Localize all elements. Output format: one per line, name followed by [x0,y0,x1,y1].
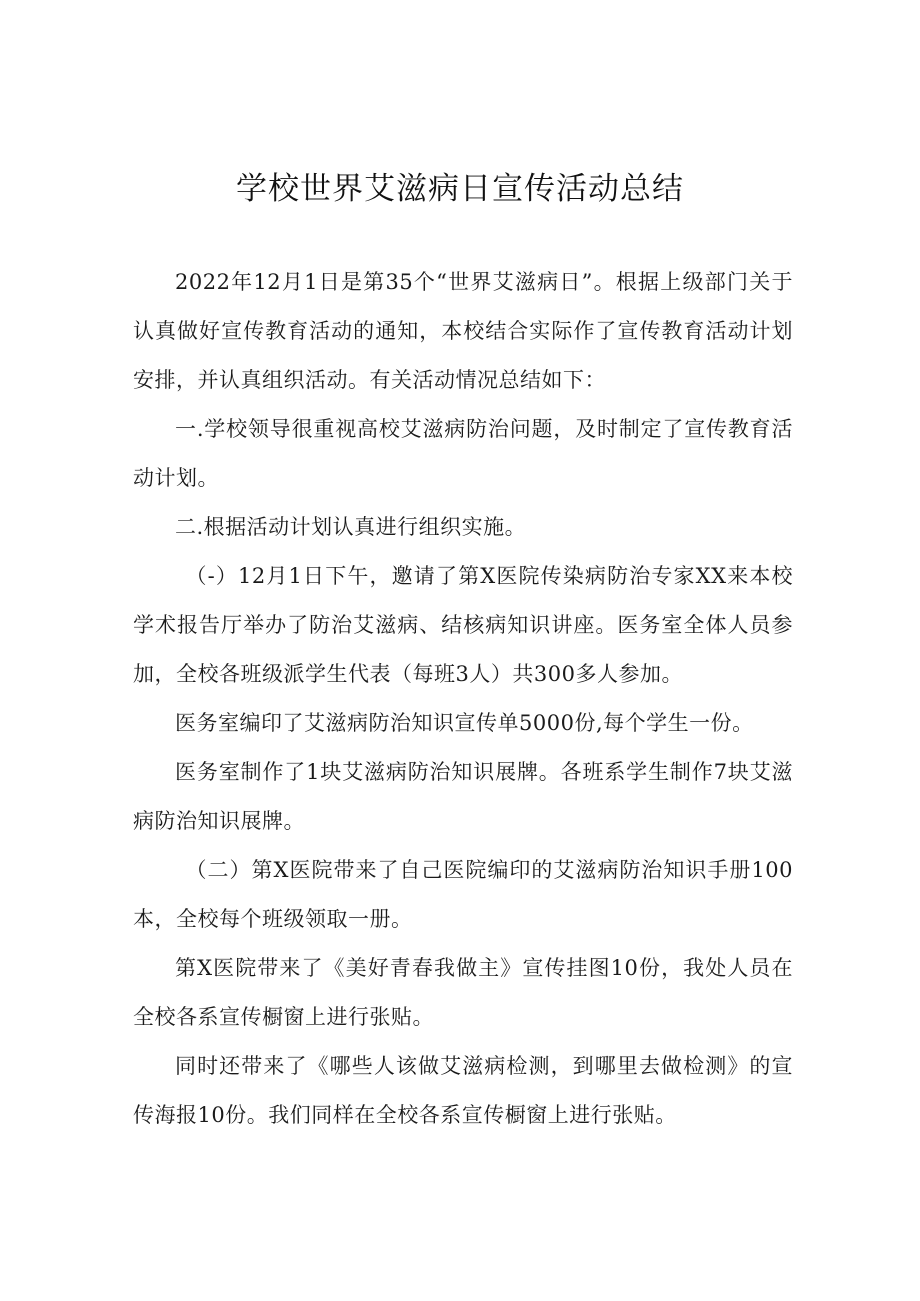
paragraph-item-2: （二）第X医院带来了自己医院编印的艾滋病防治知识手册100本，全校每个班级领取一册。 [133,858,793,931]
paragraph-posters: 同时还带来了《哪些人该做艾滋病检测，到哪里去做检测》的宣传海报10份。我们同样在全校各系宣传橱窗上进行张贴。 [133,1054,793,1127]
paragraph-item-1: （-）12月1日下午，邀请了第X医院传染病防治专家XX来本校学术报告厅举办了防治艾滋病、结核病知识讲座。医务室全体人员参加，全校各班级派学生代表（每班3人）共300多人参加。 [133,564,793,686]
paragraph-section-2: 二.根据活动计划认真进行组织实施。 [175,515,527,539]
document-body [133,258,793,1140]
paragraph-display-boards: 医务室制作了1块艾滋病防治知识展牌。各班系学生制作7块艾滋病防治知识展牌。 [133,760,793,833]
paragraph-wall-charts: 第X医院带来了《美好青春我做主》宣传挂图10份，我处人员在全校各系宣传橱窗上进行张贴。 [133,956,793,1029]
document-title: 学校世界艾滋病日宣传活动总结 [236,171,684,207]
paragraph-intro: 2022年12月1日是第35个“世界艾滋病日”。根据上级部门关于认真做好宣传教育活动的通知，本校结合实际作了宣传教育活动计划安排，并认真组织活动。有关活动情况总结如下： [133,270,793,392]
paragraph-leaflets: 医务室编印了艾滋病防治知识宣传单5000份,每个学生一份。 [175,711,754,735]
paragraph-section-1: 一.学校领导很重视高校艾滋病防治问题，及时制定了宣传教育活动计划。 [133,417,793,490]
